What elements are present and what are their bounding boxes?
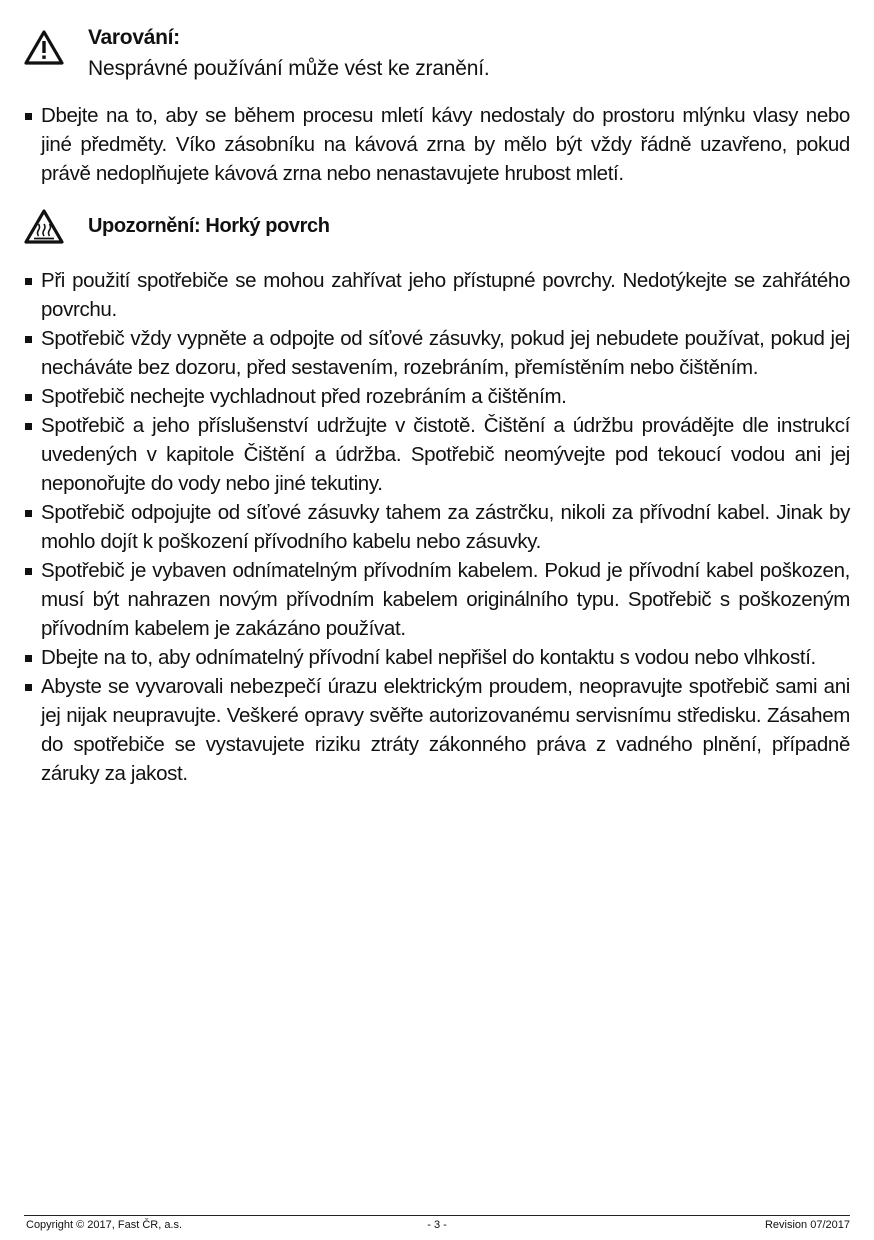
- warning-title: Varování:: [88, 26, 180, 49]
- list-item: Spotřebič je vybaven odnímatelným přívodním kabelem. Pokud je přívodní kabel poškozen, musí být nahrazen novým přívodním kabelem originálního typu. Spotřebič s poškozeným přívodním kabelem je zakázáno používat.: [24, 556, 850, 643]
- hot-surface-title: Upozornění: Horký povrch: [88, 215, 330, 237]
- hot-surface-icon: [24, 209, 64, 245]
- warning-text: Nesprávné používání může vést ke zranění.: [88, 57, 490, 80]
- list-item: Při použití spotřebiče se mohou zahřívat jeho přístupné povrchy. Nedotýkejte se zahřátého povrchu.: [24, 266, 850, 324]
- list-item: Spotřebič nechejte vychladnout před rozebráním a čištěním.: [24, 382, 850, 411]
- list-item: Dbejte na to, aby odnímatelný přívodní kabel nepřišel do kontaktu s vodou nebo vlhkostí.: [24, 643, 850, 672]
- warning-list: [24, 101, 850, 188]
- list-item: Spotřebič a jeho příslušenství udržujte v čistotě. Čištění a údržbu provádějte dle instrukcí uvedených v kapitole Čištění a údržba. Spotřebič neomývejte pod tekoucí vodou ani jej neponořujte do vody nebo jiné tekutiny.: [24, 411, 850, 498]
- footer-copyright: Copyright © 2017, Fast ČR, a.s.: [26, 1219, 183, 1231]
- list-item: Spotřebič vždy vypněte a odpojte od síťové zásuvky, pokud jej nebudete používat, pokud jej necháváte bez dozoru, před sestavením, rozebráním, přemístěním nebo čištěním.: [24, 324, 850, 382]
- hot-surface-list: [24, 266, 850, 788]
- warning-triangle-icon: [24, 30, 64, 66]
- warning-block: [24, 26, 850, 90]
- list-item: Abyste se vyvarovali nebezpečí úrazu elektrickým proudem, neopravujte spotřebič sami ani jej nijak neupravujte. Veškeré opravy svěřte autorizovanému servisnímu středisku. Zásahem do spotřebiče se vystavujete riziku ztráty zákonného práva z vadného plnění, případně záruky za jakost.: [24, 672, 850, 788]
- footer-page-number: - 3 -: [427, 1219, 447, 1231]
- hot-surface-block: [24, 208, 850, 248]
- list-item: Dbejte na to, aby se během procesu mletí kávy nedostaly do prostoru mlýnku vlasy nebo jiné předměty. Víko zásobníku na kávová zrna by mělo být vždy řádně uzavřeno, pokud právě nedoplňujete kávová zrna nebo nenastavujete hrubost mletí.: [24, 101, 850, 188]
- footer-revision: Revision 07/2017: [764, 1219, 850, 1231]
- list-item: Spotřebič odpojujte od síťové zásuvky tahem za zástrčku, nikoli za přívodní kabel. Jinak by mohlo dojít k poškození přívodního kabelu nebo zásuvky.: [24, 498, 850, 556]
- footer-divider: [24, 1215, 850, 1216]
